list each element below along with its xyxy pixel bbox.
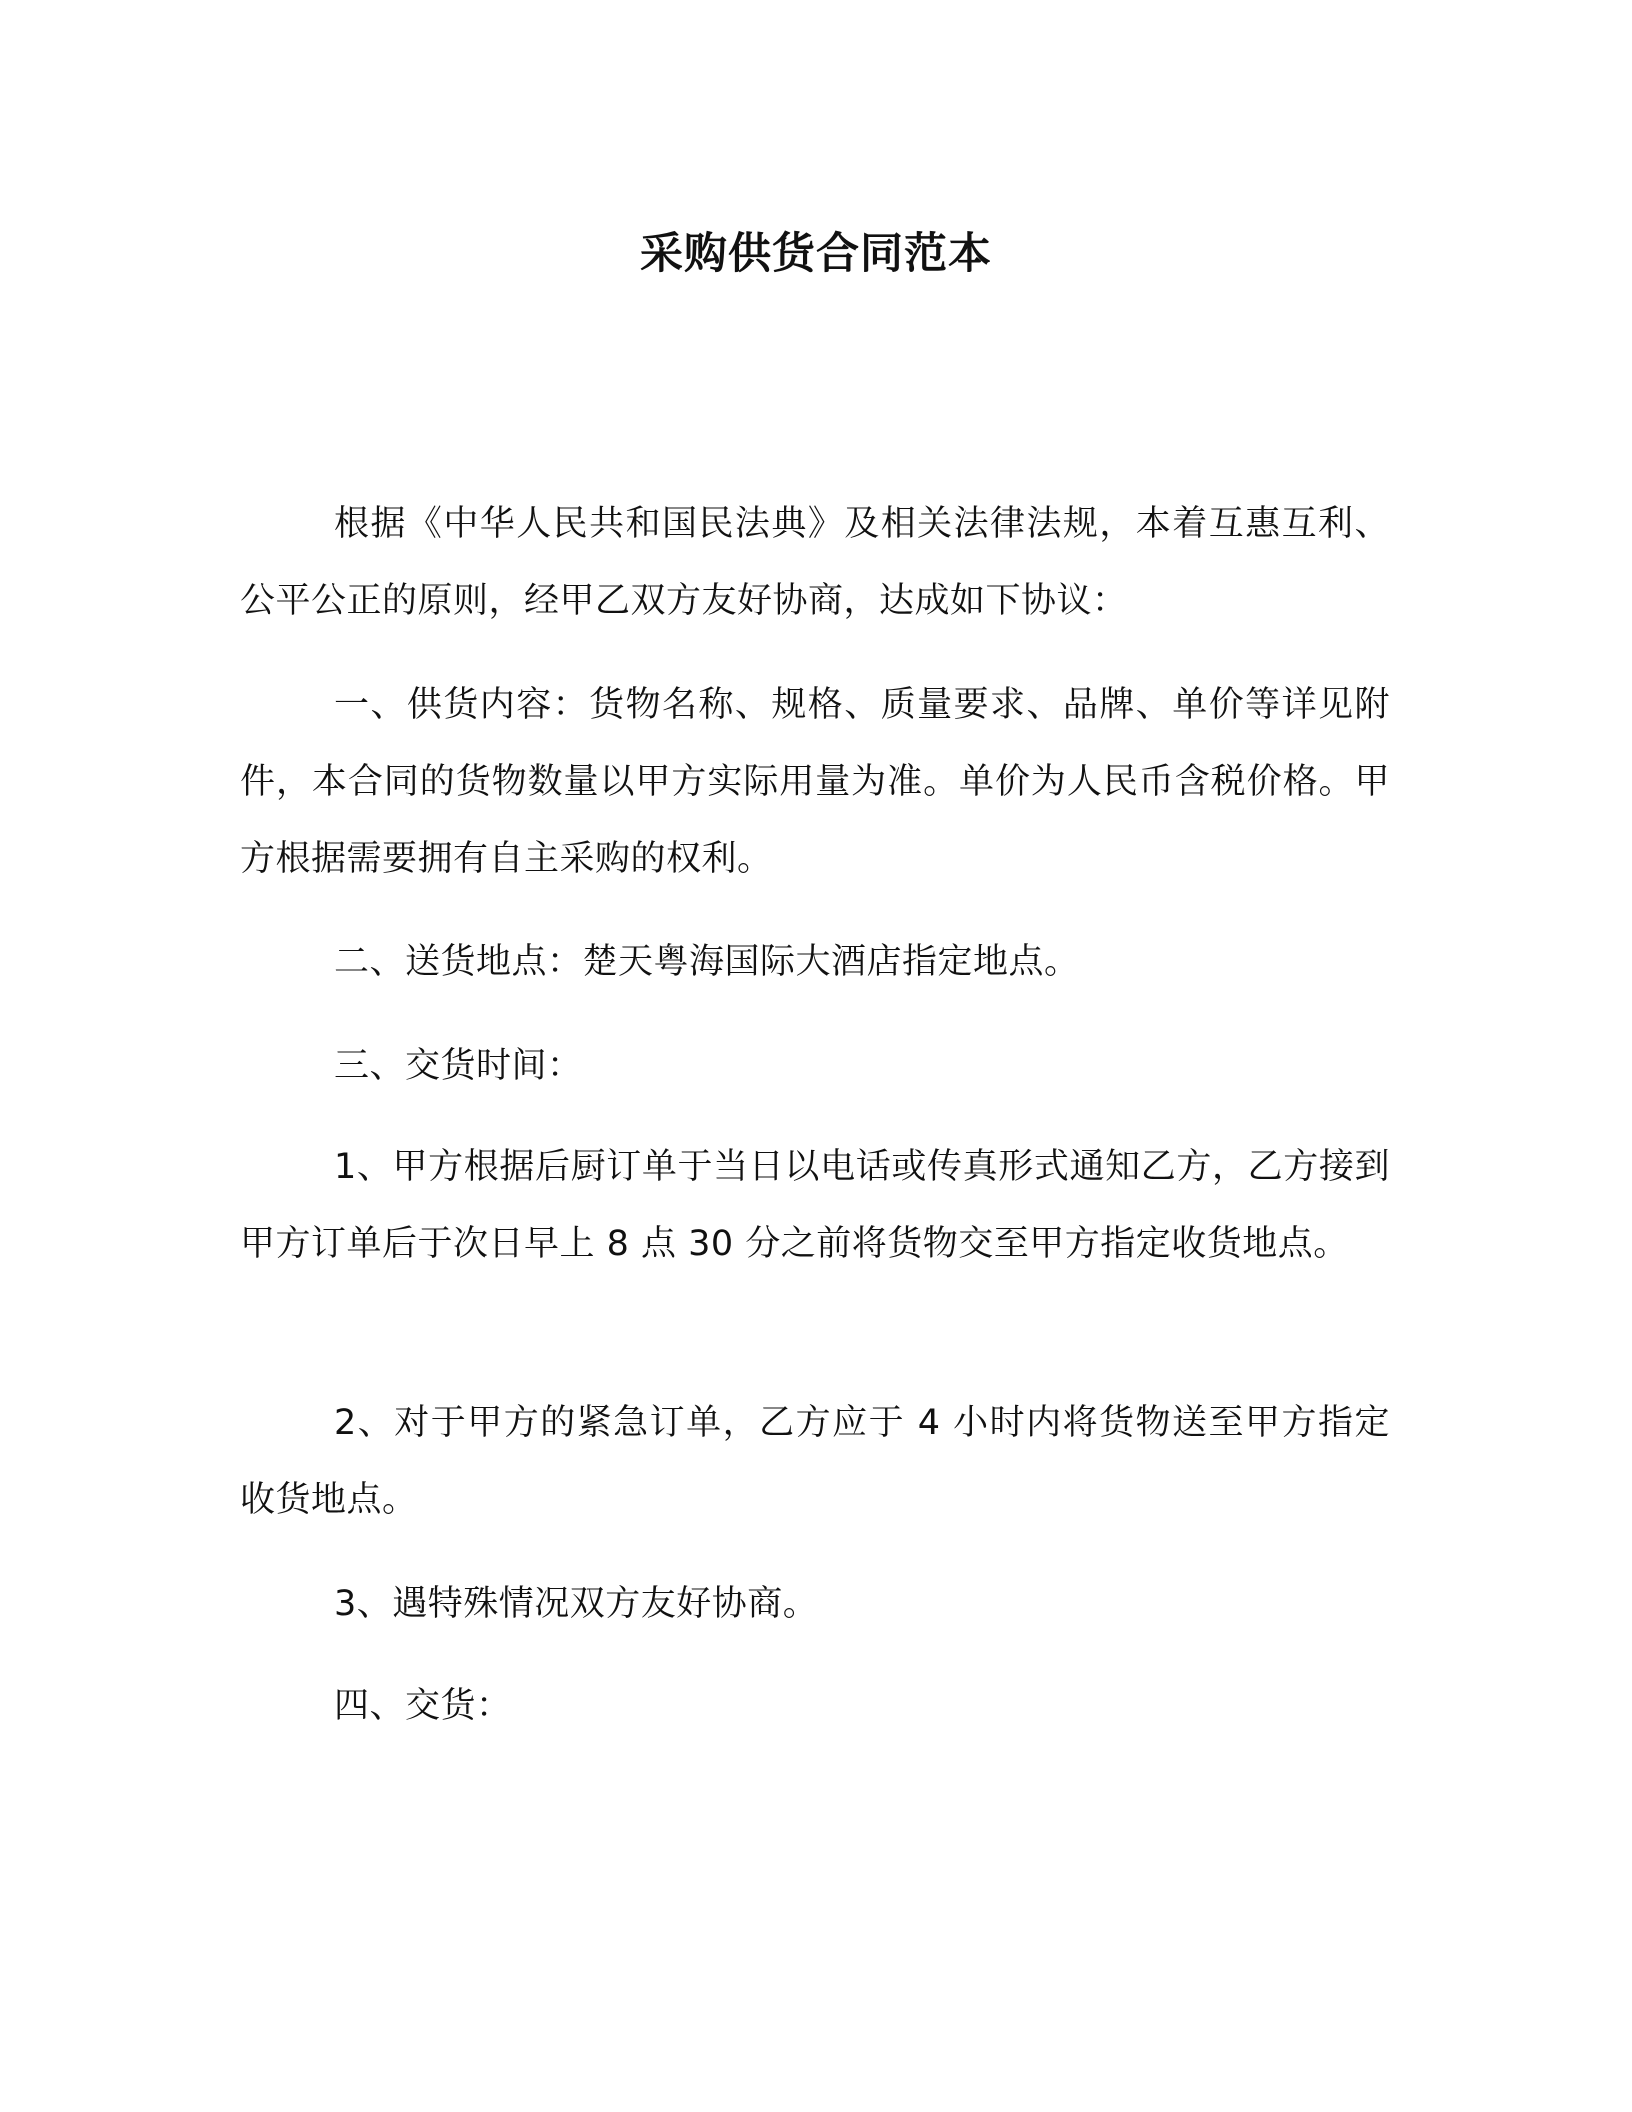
document-title: 采购供货合同范本 (640, 229, 992, 279)
paragraph-preamble: 根据《中华人民共和国民法典》及相关法律法规，本着互惠互利、公平公正的原则，经甲乙双方友好协商，达成如下协议： (240, 504, 1390, 621)
paragraph-delivery-time-item-1: 1、甲方根据后厨订单于当日以电话或传真形式通知乙方，乙方接到甲方订单后于次日早上 8 点 30 分之前将货物交至甲方指定收货地点。 (240, 1147, 1390, 1264)
paragraph-delivery-time-item-3: 3、遇特殊情况双方友好协商。 (334, 1584, 819, 1624)
paragraph-supply-content: 一、供货内容：货物名称、规格、质量要求、品牌、单价等详见附件，本合同的货物数量以甲方实际用量为准。单价为人民币含税价格。甲方根据需要拥有自主采购的权利。 (240, 685, 1390, 879)
paragraph-delivery-time-heading: 三、交货时间： (334, 1046, 583, 1086)
paragraph-delivery-location: 二、送货地点：楚天粤海国际大酒店指定地点。 (334, 942, 1080, 982)
paragraph-delivery-heading: 四、交货： (334, 1686, 512, 1726)
paragraph-delivery-time-item-2: 2、对于甲方的紧急订单，乙方应于 4 小时内将货物送至甲方指定收货地点。 (240, 1403, 1390, 1520)
